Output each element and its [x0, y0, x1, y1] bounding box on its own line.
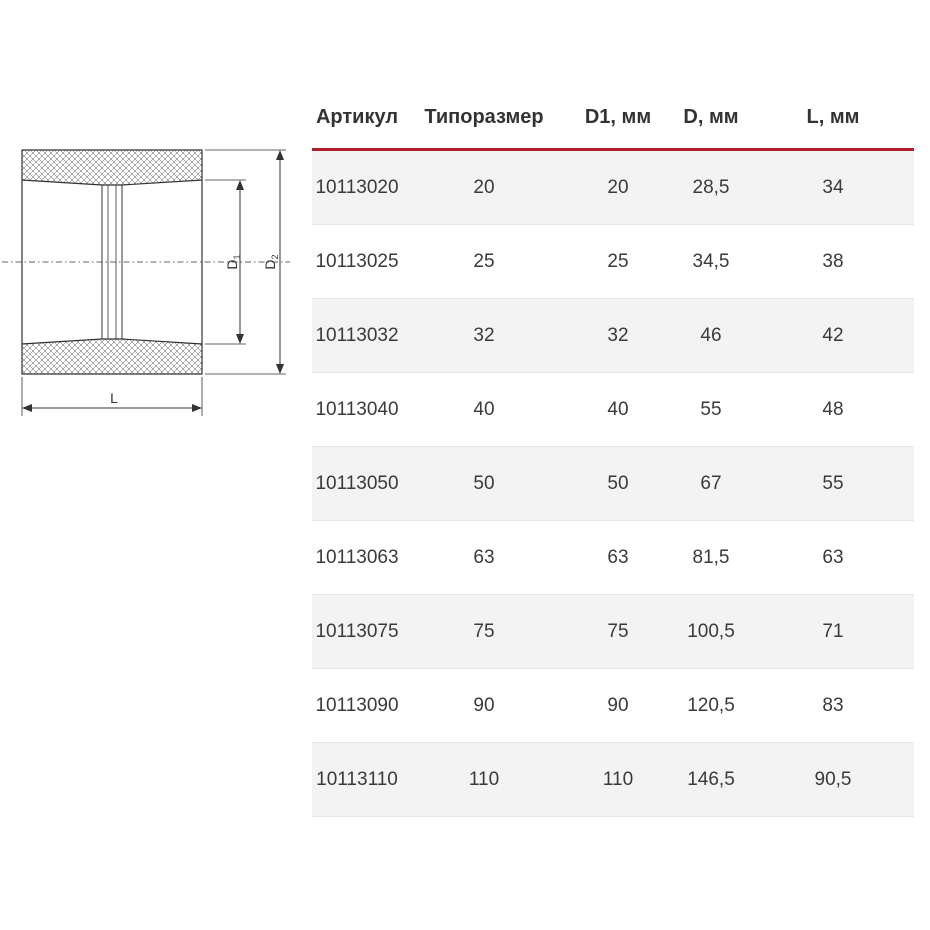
table-row [312, 225, 914, 299]
table-header-row [312, 86, 914, 150]
cell-l: 48 [752, 373, 914, 447]
bottom-wall-section [22, 339, 202, 374]
cell-l: 83 [752, 669, 914, 743]
cell-d1: 20 [566, 150, 670, 225]
cell-size: 63 [402, 521, 566, 595]
cell-d1: 63 [566, 521, 670, 595]
cell-d1: 90 [566, 669, 670, 743]
header-l: L, мм [752, 86, 914, 150]
cell-d: 100,5 [670, 595, 752, 669]
cell-article: 10113040 [312, 373, 402, 447]
cell-d: 81,5 [670, 521, 752, 595]
cell-d1: 32 [566, 299, 670, 373]
d1-label: D [224, 259, 240, 270]
cell-size: 40 [402, 373, 566, 447]
cell-l: 34 [752, 150, 914, 225]
cell-article: 10113063 [312, 521, 402, 595]
cell-d1: 25 [566, 225, 670, 299]
top-wall-section [22, 150, 202, 185]
header-size: Типоразмер [402, 86, 566, 150]
table-row [312, 669, 914, 743]
cell-size: 75 [402, 595, 566, 669]
cell-article: 10113020 [312, 150, 402, 225]
cell-article: 10113110 [312, 743, 402, 817]
svg-text:D1 [224, 254, 242, 269]
cell-article: 10113075 [312, 595, 402, 669]
cell-d: 67 [670, 447, 752, 521]
cell-l: 90,5 [752, 743, 914, 817]
table-row [312, 447, 914, 521]
cell-l: 42 [752, 299, 914, 373]
table-row [312, 743, 914, 817]
cell-article: 10113050 [312, 447, 402, 521]
cell-d: 28,5 [670, 150, 752, 225]
cell-article: 10113025 [312, 225, 402, 299]
cell-d1: 110 [566, 743, 670, 817]
cell-d: 34,5 [670, 225, 752, 299]
header-d: D, мм [670, 86, 752, 150]
cell-size: 25 [402, 225, 566, 299]
d1-label-sub: 1 [232, 254, 242, 260]
cell-size: 50 [402, 447, 566, 521]
cell-l: 38 [752, 225, 914, 299]
cell-article: 10113090 [312, 669, 402, 743]
l-label: L [110, 390, 118, 406]
cell-size: 90 [402, 669, 566, 743]
cell-d: 120,5 [670, 669, 752, 743]
spec-table [312, 86, 914, 817]
cell-d1: 50 [566, 447, 670, 521]
cell-d1: 75 [566, 595, 670, 669]
cell-article: 10113032 [312, 299, 402, 373]
table-row [312, 521, 914, 595]
d2-label: D [262, 259, 278, 270]
table-row [312, 595, 914, 669]
cell-l: 55 [752, 447, 914, 521]
svg-text:D2 [262, 254, 280, 269]
d2-label-sub: 2 [270, 254, 280, 260]
cell-d: 55 [670, 373, 752, 447]
table-row [312, 373, 914, 447]
table-row [312, 299, 914, 373]
cell-size: 20 [402, 150, 566, 225]
cell-d: 46 [670, 299, 752, 373]
cell-l: 63 [752, 521, 914, 595]
header-article: Артикул [312, 86, 402, 150]
cell-size: 32 [402, 299, 566, 373]
table-row [312, 150, 914, 225]
coupling-drawing [0, 140, 300, 430]
header-d1: D1, мм [566, 86, 670, 150]
cell-d: 146,5 [670, 743, 752, 817]
cell-size: 110 [402, 743, 566, 817]
cell-l: 71 [752, 595, 914, 669]
cell-d1: 40 [566, 373, 670, 447]
